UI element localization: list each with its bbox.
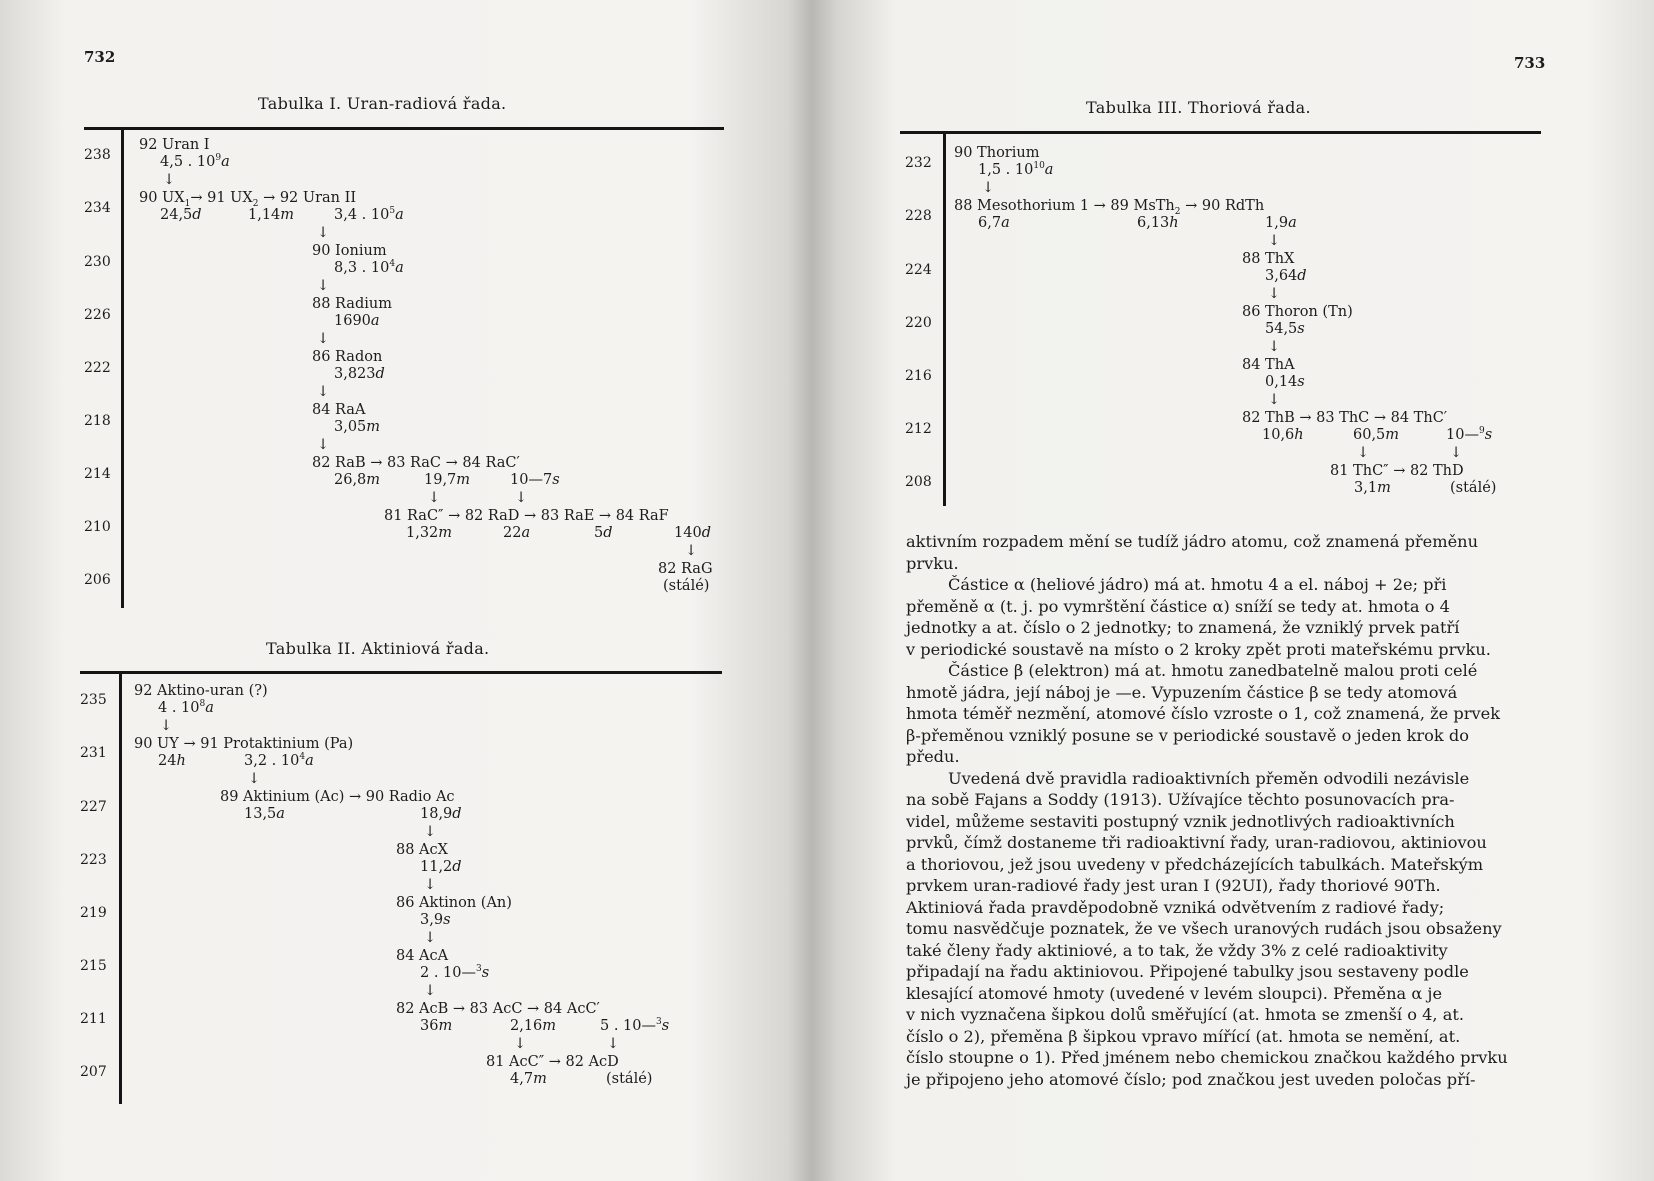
- arrow-down-icon: ↓: [1268, 233, 1281, 249]
- arrow-down-icon: ↓: [515, 490, 528, 506]
- arrow-down-icon: ↓: [424, 824, 437, 840]
- paragraph: Částice α (heliové jádro) má at. hmotu 4 a el. náboj + 2e; při přeměně α (t. j. po vymrštění částice α) sníží se tedy at. hmota o 4 jednotky a at. číslo o 2 jednotky; to znamená, že vzniklý prvek patří v periodické soustavě na místo o 2 kroky zpět proti mateřskému prvku.: [906, 575, 1491, 659]
- arrow-down-icon: ↓: [1268, 339, 1281, 355]
- half-life: 5 . 10—$^3$s: [600, 1017, 670, 1034]
- nuclide: 90 UY → 91 Protaktinium (Pa): [134, 736, 354, 752]
- nuclide: 90 Ionium: [312, 243, 387, 259]
- mass-label: 231: [80, 745, 107, 761]
- half-life: 8,3 . $10^4a$: [334, 259, 404, 276]
- nuclide: 82 ThB → 83 ThC → 84 ThC′: [1242, 410, 1448, 426]
- mass-label: 220: [905, 315, 932, 331]
- mass-label: 211: [80, 1011, 107, 1027]
- half-life: 10,6h: [1262, 427, 1304, 443]
- nuclide: 82 RaG: [658, 561, 713, 577]
- half-life: 3,9s: [420, 912, 451, 928]
- mass-label: 224: [905, 262, 932, 278]
- mass-label: 228: [905, 208, 932, 224]
- nuclide: 90 Thorium: [954, 145, 1040, 161]
- nuclide: 90 $UX_1\to 91$ $UX_2 \to 92$ Uran II: [139, 190, 357, 209]
- arrow-down-icon: ↓: [317, 384, 330, 400]
- mass-label: 238: [84, 147, 111, 163]
- mass-label: 222: [84, 360, 111, 376]
- half-life: (stálé): [606, 1071, 653, 1087]
- nuclide: 81 AcC″ → 82 AcD: [486, 1054, 619, 1070]
- mass-label: 214: [84, 466, 111, 482]
- arrow-down-icon: ↓: [1268, 392, 1281, 408]
- nuclide: 88 AcX: [396, 842, 448, 858]
- half-life: 36m: [420, 1018, 453, 1034]
- half-life: 10—$^9$s: [1446, 426, 1493, 443]
- half-life: 1690a: [334, 313, 380, 329]
- arrow-down-icon: ↓: [428, 490, 441, 506]
- nuclide: 84 ThA: [1242, 357, 1295, 373]
- nuclide: 86 Thoron (Tn): [1242, 304, 1353, 320]
- half-life: 2 . 10—$^3$s: [420, 964, 490, 981]
- table3-top-rule: [900, 131, 1541, 134]
- nuclide: 82 RaB → 83 RaC → 84 RaC′: [312, 455, 520, 471]
- arrow-down-icon: ↓: [607, 1036, 620, 1052]
- half-life: 60,5m: [1353, 427, 1400, 443]
- arrow-down-icon: ↓: [1357, 445, 1370, 461]
- arrow-down-icon: ↓: [982, 180, 995, 196]
- mass-label: 210: [84, 519, 111, 535]
- half-life: (stálé): [1450, 480, 1497, 496]
- half-life: 13,5a: [244, 806, 285, 822]
- nuclide: 81 RaC″ → 82 RaD → 83 RaE → 84 RaF: [384, 508, 669, 524]
- nuclide: 88 Mesothorium 1 → 89 MsTh$_2$ → 90 RdTh: [954, 198, 1265, 217]
- half-life: 140d: [674, 525, 711, 541]
- table1-mass-divider: [121, 128, 124, 608]
- mass-label: 232: [905, 155, 932, 171]
- mass-label: 207: [80, 1064, 107, 1080]
- arrow-down-icon: ↓: [1268, 286, 1281, 302]
- nuclide: 84 AcA: [396, 948, 449, 964]
- half-life: 24h: [158, 753, 186, 769]
- half-life: 54,5s: [1265, 321, 1305, 337]
- half-life: 19,7m: [424, 472, 471, 488]
- page-number: 733: [1514, 54, 1546, 72]
- half-life: 24,5d: [160, 207, 202, 223]
- half-life: 1,14m: [248, 207, 295, 223]
- half-life: 3,2 . $10^4a$: [244, 752, 314, 769]
- half-life: 22a: [503, 525, 531, 541]
- mass-label: 235: [80, 692, 107, 708]
- nuclide: 92 Uran I: [139, 137, 210, 153]
- nuclide: 92 Aktino-uran (?): [134, 683, 268, 699]
- mass-label: 218: [84, 413, 111, 429]
- half-life: 4,5 . $10^9a$: [160, 153, 230, 170]
- arrow-down-icon: ↓: [160, 718, 173, 734]
- half-life: 18,9d: [420, 806, 462, 822]
- mass-label: 234: [84, 200, 111, 216]
- mass-label: 206: [84, 572, 111, 588]
- half-life: (stálé): [663, 578, 710, 594]
- table3-caption: Tabulka III. Thoriová řada.: [1086, 98, 1311, 117]
- arrow-down-icon: ↓: [424, 877, 437, 893]
- half-life: 3,05m: [334, 419, 381, 435]
- half-life: 1,32m: [406, 525, 453, 541]
- half-life: 3,823d: [334, 366, 385, 382]
- nuclide: 89 Aktinium (Ac) → 90 Radio Ac: [220, 789, 455, 805]
- mass-label: 212: [905, 421, 932, 437]
- table1-top-rule: [84, 127, 724, 130]
- table2-top-rule: [80, 671, 722, 674]
- half-life: 6,13h: [1137, 215, 1179, 231]
- nuclide: 84 RaA: [312, 402, 366, 418]
- half-life: 1,5 . $10^{10}a$: [978, 161, 1054, 178]
- half-life: 11,2d: [420, 859, 462, 875]
- half-life: 10—7s: [510, 472, 560, 488]
- mass-label: 230: [84, 254, 111, 270]
- arrow-down-icon: ↓: [317, 225, 330, 241]
- table2-caption: Tabulka II. Aktiniová řada.: [266, 639, 490, 658]
- half-life: 4 . $10^8a$: [158, 699, 214, 716]
- mass-label: 226: [84, 307, 111, 323]
- paragraph: aktivním rozpadem mění se tudíž jádro atomu, což znamená přeměnu prvku.: [906, 532, 1479, 573]
- arrow-down-icon: ↓: [163, 172, 176, 188]
- arrow-down-icon: ↓: [1450, 445, 1463, 461]
- half-life: 3,4 . $10^5a$: [334, 206, 404, 223]
- half-life: 26,8m: [334, 472, 381, 488]
- mass-label: 208: [905, 474, 932, 490]
- mass-label: 216: [905, 368, 932, 384]
- body-text: [906, 531, 1603, 1090]
- arrow-down-icon: ↓: [424, 930, 437, 946]
- arrow-down-icon: ↓: [424, 983, 437, 999]
- mass-label: 219: [80, 905, 107, 921]
- arrow-down-icon: ↓: [317, 331, 330, 347]
- arrow-down-icon: ↓: [248, 771, 261, 787]
- table2-mass-divider: [119, 672, 122, 1104]
- mass-label: 227: [80, 799, 107, 815]
- half-life: 1,9a: [1265, 215, 1297, 231]
- page-number: 732: [84, 48, 116, 66]
- nuclide: 88 Radium: [312, 296, 392, 312]
- left-page: [0, 0, 812, 1181]
- half-life: 3,64d: [1265, 268, 1307, 284]
- nuclide: 86 Radon: [312, 349, 383, 365]
- nuclide: 86 Aktinon (An): [396, 895, 512, 911]
- half-life: 5d: [594, 525, 613, 541]
- nuclide: 88 ThX: [1242, 251, 1295, 267]
- half-life: 6,7a: [978, 215, 1010, 231]
- half-life: 3,1m: [1354, 480, 1391, 496]
- arrow-down-icon: ↓: [317, 437, 330, 453]
- table1-caption: Tabulka I. Uran-radiová řada.: [258, 94, 507, 113]
- arrow-down-icon: ↓: [317, 278, 330, 294]
- nuclide: 81 ThC″ → 82 ThD: [1330, 463, 1464, 479]
- mass-label: 223: [80, 852, 107, 868]
- table3-mass-divider: [943, 132, 946, 506]
- half-life: 4,7m: [510, 1071, 547, 1087]
- arrow-down-icon: ↓: [685, 543, 698, 559]
- right-page: [812, 0, 1654, 1181]
- half-life: 0,14s: [1265, 374, 1305, 390]
- paragraph: Uvedená dvě pravidla radioaktivních přeměn odvodili nezávisle na sobě Fajans a Soddy (1913). Užívajíce těchto posunovacích pra- videl, můžeme sestaviti postupný vznik jednotlivých radioaktivních prvků, čímž dostaneme tři radioaktivní řady, uran-radiovou, aktiniovou a thoriovou, jež jsou uvedeny v předcházejících tabulkách. Mateřským prvkem uran-radiové řady jest uran I (92UI), řady thoriové 90Th. Aktiniová řada pravděpodobně vzniká odvětvením z radiové řady; tomu nasvědčuje poznatek, že ve všech uranových rudách jsou obsaženy také členy řady aktiniové, a to tak, že vždy 3% z celé radioaktivity připadají na řadu aktiniovou. Připojené tabulky jsou sestaveny podle klesající atomové hmoty (uvedené v levém sloupci). Přeměna α je v nich vyznačena šipkou dolů směřující (at. hmota se zmenší o 4, at. číslo o 2), přeměna β šipkou vpravo mířící (at. hmota se nemění, at. číslo stoupne o 1). Před jménem nebo chemickou značkou každého prvku je připojeno jeho atomové číslo; pod značkou jest uveden poločas pří-: [906, 768, 1508, 1089]
- paragraph: Částice β (elektron) má at. hmotu zanedbatelně malou proti celé hmotě jádra, její náboj je —e. Vypuzením částice β se tedy atomová hmota téměř nezmění, atomové číslo vzroste o 1, což znamená, že prvek β-přeměnou vzniklý posune se v periodické soustavě o jeden krok do předu.: [906, 661, 1501, 766]
- nuclide: 82 AcB → 83 AcC → 84 AcC′: [396, 1001, 600, 1017]
- arrow-down-icon: ↓: [514, 1036, 527, 1052]
- mass-label: 215: [80, 958, 107, 974]
- half-life: 2,16m: [510, 1018, 557, 1034]
